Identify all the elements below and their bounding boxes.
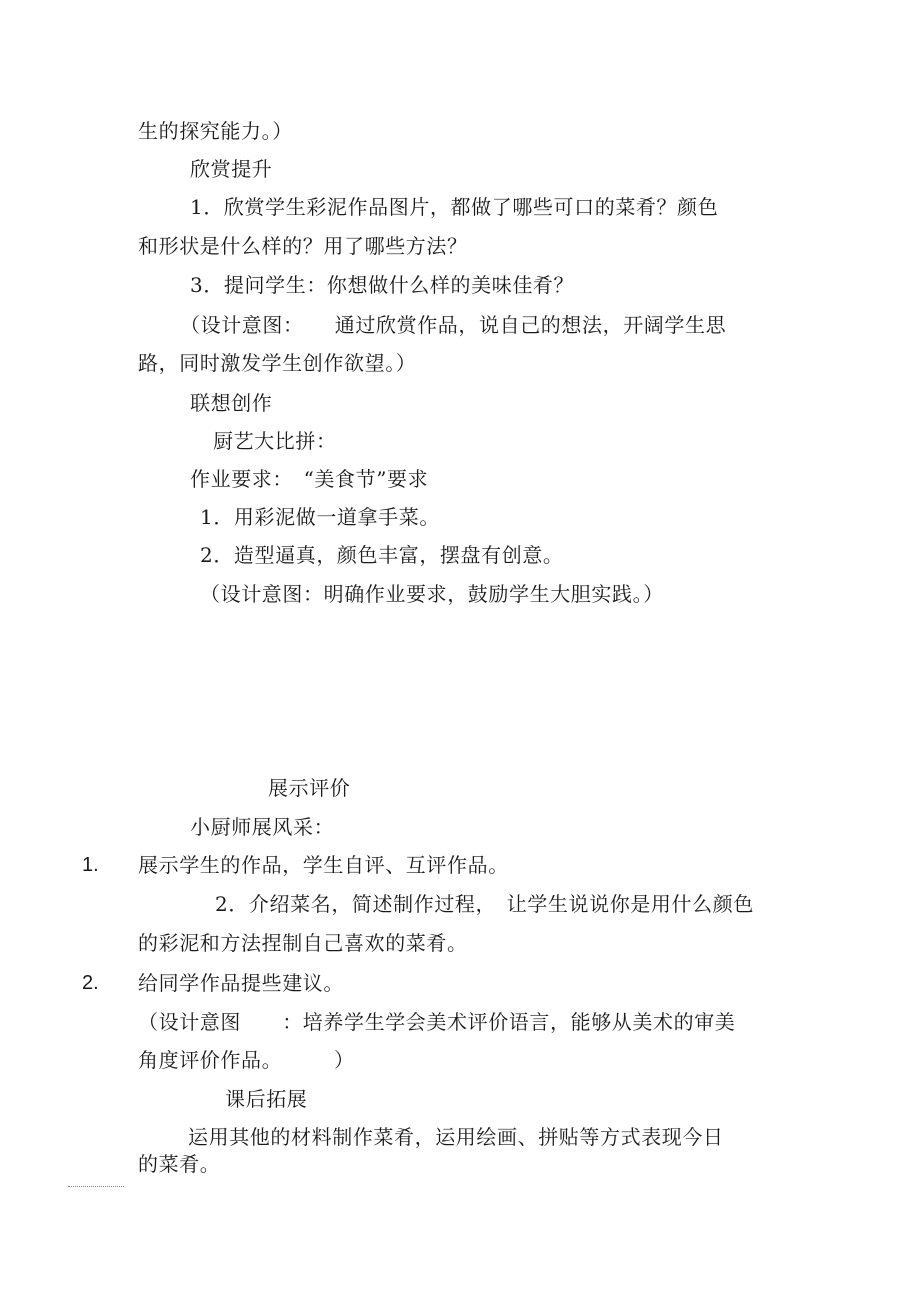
- text-line: 的彩泥和方法捏制自己喜欢的菜肴。: [138, 931, 468, 955]
- text-line: 和形状是什么样的？用了哪些方法？: [138, 234, 468, 258]
- text-line: 生的探究能力。）: [138, 119, 293, 143]
- text-line: 2．造型逼真，颜色丰富，摆盘有创意。: [200, 543, 564, 567]
- text-line: 1．用彩泥做一道拿手菜。: [200, 505, 440, 529]
- text-line: 的菜肴。: [138, 1152, 221, 1176]
- design-intent-note: （设计意图： 通过欣赏作品，说自己的想法，开阔学生思: [180, 313, 727, 337]
- text-line: 1．欣赏学生彩泥作品图片，都做了哪些可口的菜肴？颜色: [190, 195, 719, 219]
- text-line: 展示学生的作品，学生自评、互评作品。: [138, 853, 509, 877]
- design-intent-note: （设计意图 ：培养学生学会美术评价语言，能够从美术的审美: [138, 1010, 736, 1034]
- text-line: 运用其他的材料制作菜肴，运用绘画、拼贴等方式表现今日: [188, 1125, 724, 1149]
- design-intent-note: （设计意图：明确作业要求，鼓励学生大胆实践。）: [200, 582, 664, 606]
- section-heading-evaluation: 展示评价: [268, 776, 351, 800]
- footer-divider: [68, 1186, 124, 1187]
- text-line: 作业要求： “美食节”要求: [190, 467, 429, 491]
- section-heading-extension: 课后拓展: [225, 1087, 308, 1111]
- text-line: 2．介绍菜名，简述制作过程， 让学生说说你是用什么颜色: [215, 892, 754, 916]
- text-line: 路，同时激发学生创作欲望。）: [138, 351, 417, 375]
- text-line: 给同学作品提些建议。: [138, 971, 344, 995]
- list-number: 1.: [82, 854, 99, 876]
- section-heading-appreciation: 欣赏提升: [190, 157, 273, 181]
- section-heading-creation: 联想创作: [190, 391, 273, 415]
- text-line: 角度评价作品。 ）: [138, 1048, 355, 1072]
- text-line: 3．提问学生：你想做什么样的美味佳肴？: [190, 273, 575, 297]
- text-line: 小厨师展风采：: [190, 815, 335, 839]
- text-line: 厨艺大比拼：: [213, 429, 337, 453]
- list-number: 2.: [82, 972, 99, 994]
